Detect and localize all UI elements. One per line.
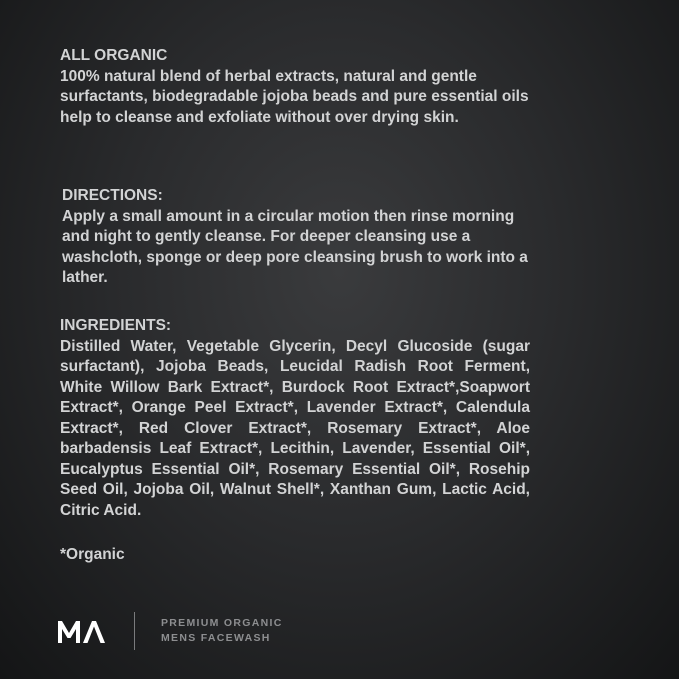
footer-tagline — [161, 616, 283, 646]
tagline-line-1: PREMIUM ORGANIC — [161, 617, 283, 629]
ingredients-section — [60, 316, 530, 521]
directions-heading: DIRECTIONS: — [62, 187, 163, 204]
all-organic-heading: ALL ORGANIC — [60, 47, 168, 64]
brand-footer — [58, 612, 283, 650]
directions-section — [62, 186, 532, 289]
ingredients-text: Distilled Water, Vegetable Glycerin, Decyl Glucoside (sugar surfactant), Jojoba Beads, Leucidal Radish Root Ferment, White Willow Bark Extract*, Burdock Root Extract*,Soapwort Extract*, Orange Peel Extract*, Lavender Extract*, Calendula Extract*, Red Clover Extract*, Rosemary Extract*, Aloe barbadensis Leaf Extract*, Lecithin, Lavender, Essential Oil*, Eucalyptus Essential Oil*, Rosemary Essential Oil*, Rosehip Seed Oil, Jojoba Oil, Walnut Shell*, Xanthan Gum, Lactic Acid, Citric Acid. — [60, 337, 530, 519]
footer-divider — [134, 612, 135, 650]
tagline-line-2: MENS FACEWASH — [161, 632, 271, 644]
ingredients-heading: INGREDIENTS: — [60, 317, 172, 334]
organic-footnote: *Organic — [60, 546, 125, 563]
all-organic-section — [60, 46, 530, 128]
directions-text: Apply a small amount in a circular motion then rinse morning and night to gently cleanse. For deeper cleansing use a washcloth, sponge or deep pore cleansing brush to work into a lather. — [62, 207, 528, 286]
ma-monogram-logo — [58, 619, 106, 643]
all-organic-text: 100% natural blend of herbal extracts, natural and gentle surfactants, biodegradable jojoba beads and pure essential oils help to cleanse and exfoliate without over drying skin. — [60, 67, 529, 126]
